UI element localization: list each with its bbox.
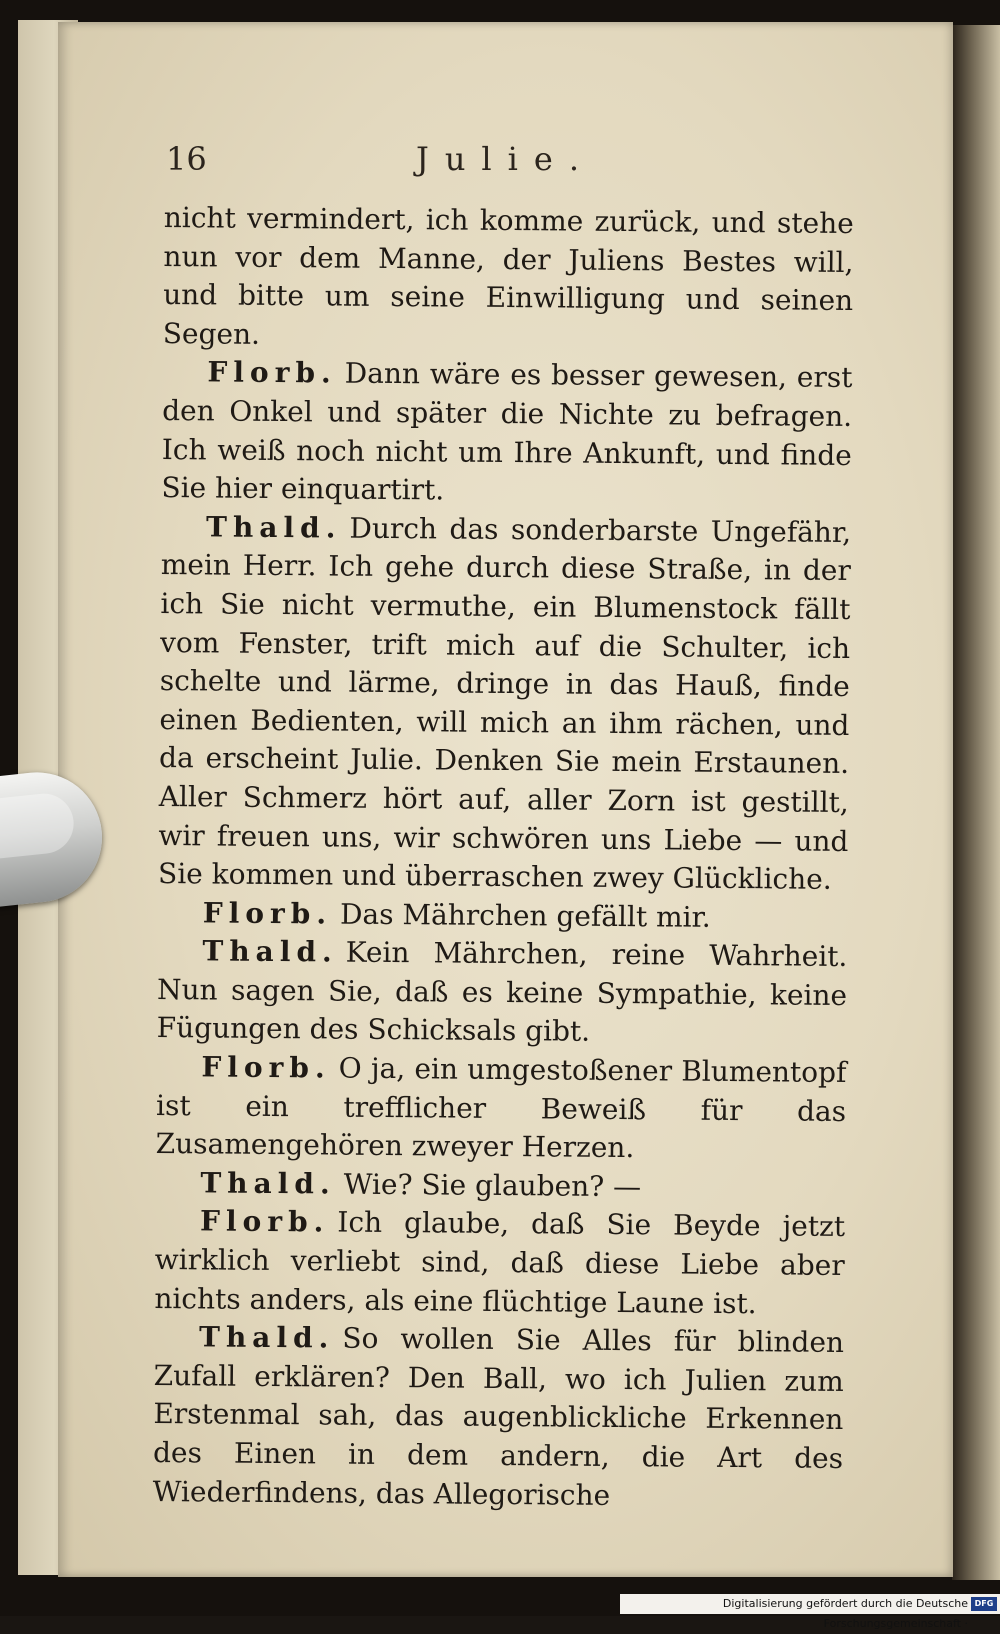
paragraph-text: Wie? Sie glauben? — [343,1167,642,1204]
paragraph [153,1318,845,1517]
paragraph [155,1164,845,1209]
speaker-name: Florb. [199,1204,330,1239]
speaker-name: Thald. [198,1320,335,1355]
footer-credit-text: Digitalisierung gefördert durch die Deutsche Forschungsgemeinschaft · [722,1597,968,1630]
paragraph-text: So wollen Sie Alles für blinden Zufall erklären? Den Ball, wo ich Julien zum Erstenmal sah, das augenblickliche Erkennen des Einen in dem andern, die Art des Wiederfindens, das Allegorische [152,1321,845,1512]
speaker-name: Florb. [201,1050,331,1085]
paragraph [157,932,848,1054]
running-title: Julie. [415,140,595,178]
paragraph [161,353,852,513]
speaker-name: Thald. [205,510,342,545]
paragraph-text: Ich glaube, daß Sie Beyde jetzt wirklich verliebt sind, daß diese Liebe aber nichts anders, als eine flüchtige Laune ist. [154,1205,846,1320]
page-header [58,140,953,190]
paragraph [158,894,848,939]
paragraph-text: nicht vermindert, ich komme zurück, und stehe nun vor dem Manne, der Juliens Bestes will, und bitte um seine Einwilligung und seinen Segen. [162,200,854,351]
body-text [153,199,854,1517]
book-edge-right [952,25,1000,1580]
dfg-logo: DFG [971,1597,997,1611]
book-page [58,22,953,1577]
paragraph-text: O ja, ein umgestoßener Blumentopf ist ein trefflicher Beweiß für das Zusamengehören zweyer Herzen. [155,1051,847,1165]
paragraph [163,199,854,359]
page-number: 16 [166,140,207,178]
speaker-name: Florb. [202,896,333,931]
paragraph-text: Durch das sonderbarste Ungefähr, mein Herr. Ich gehe durch diese Straße, in der ich Sie nicht vermuthe, ein Blumenstock fällt vom Fenster, trift mich auf die Schulter, ich schelte und lärme, dringe in das Hauß, finde einen Bedienten, will mich an ihm rächen, und da erscheint Julie. Denken Sie mein Erstaunen. Aller Schmerz hört auf, aller Zorn ist gestillt, wir freuen uns, wir schwören uns Liebe — und Sie kommen und überraschen zwey Glückliche. [157,511,852,896]
speaker-name: Thald. [202,934,338,969]
paragraph [154,1202,845,1324]
paragraph-text: Kein Mährchen, reine Wahrheit. Nun sagen Sie, daß es keine Sympathie, keine Fügungen des Schicksals gibt. [156,935,848,1049]
paragraph [156,1048,847,1170]
paragraph-text: Dann wäre es besser gewesen, erst den Onkel und später die Nichte zu befragen. Ich weiß noch nicht um Ihre Ankunft, und finde Sie hier einquartirt. [161,356,853,507]
speaker-name: Florb. [207,355,337,390]
footer-credit [620,1594,1000,1630]
paragraph-text: Das Mährchen gefällt mir. [339,897,711,934]
paragraph [158,508,851,900]
speaker-name: Thald. [200,1166,336,1201]
